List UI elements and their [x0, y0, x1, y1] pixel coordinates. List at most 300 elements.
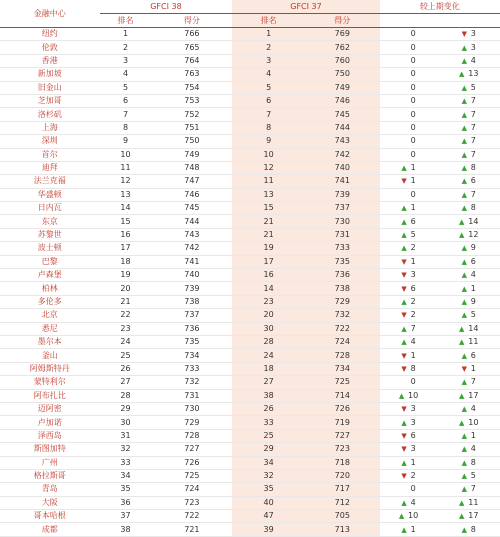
rank-change-cell: [380, 335, 436, 348]
gfci38-rank-cell: 13: [100, 188, 152, 201]
arrow-up-icon: ▲: [461, 458, 467, 467]
gfci38-rank-cell: 21: [100, 295, 152, 308]
city-cell: 卢森堡: [0, 269, 100, 282]
score-change-cell: [436, 41, 500, 54]
gfci37-score-cell: 732: [305, 309, 380, 322]
gfci38-rank-cell: 24: [100, 335, 152, 348]
gfci38-score-cell: 753: [151, 94, 232, 107]
gfci38-score-cell: 749: [151, 148, 232, 161]
gfci38-rank-cell: 27: [100, 376, 152, 389]
arrow-up-icon: ▲: [461, 204, 467, 213]
gfci38-score-cell: 724: [151, 483, 232, 496]
change-value: [400, 175, 416, 187]
change-number: 8: [410, 363, 416, 373]
gfci38-rank-cell: 16: [100, 228, 152, 241]
score-change-cell: [436, 135, 500, 148]
change-value: [400, 82, 416, 94]
gfci37-rank-cell: 12: [232, 161, 305, 174]
arrow-up-icon: ▲: [461, 472, 467, 481]
change-value: [400, 28, 416, 40]
gfci37-score-cell: 724: [305, 335, 380, 348]
arrow-up-icon: ▲: [401, 458, 407, 467]
change-value: [457, 390, 478, 402]
city-cell: 泽西岛: [0, 429, 100, 442]
change-number: 3: [410, 417, 416, 427]
gfci37-score-cell: 720: [305, 469, 380, 482]
change-number: 5: [470, 471, 476, 481]
gfci37-score-cell: 769: [305, 28, 380, 41]
table-row: [0, 376, 500, 389]
gfci38-rank-cell: 14: [100, 202, 152, 215]
gfci37-rank-cell: 1: [232, 28, 305, 41]
change-value: [460, 28, 476, 40]
gfci37-rank-cell: 4: [232, 68, 305, 81]
gfci37-rank-cell: 19: [232, 242, 305, 255]
rank-change-cell: [380, 94, 436, 107]
arrow-down-icon: ▼: [401, 257, 407, 266]
table-row: [0, 335, 500, 348]
change-number: 7: [470, 484, 476, 494]
gfci38-score-cell: 748: [151, 161, 232, 174]
city-cell: 格拉斯哥: [0, 469, 100, 482]
gfci38-rank-cell: 29: [100, 402, 152, 415]
gfci37-score-cell: 738: [305, 282, 380, 295]
change-number: 7: [470, 377, 476, 387]
table-row: [0, 255, 500, 268]
gfci37-rank-cell: 40: [232, 496, 305, 509]
city-cell: 迪拜: [0, 161, 100, 174]
city-cell: 新加坡: [0, 68, 100, 81]
gfci37-score-cell: 737: [305, 202, 380, 215]
score-change-cell: [436, 362, 500, 375]
gfci38-rank-cell: 33: [100, 456, 152, 469]
change-value: [400, 336, 416, 348]
gfci37-rank-cell: 11: [232, 175, 305, 188]
change-value: [460, 55, 476, 67]
gfci38-score-cell: 728: [151, 429, 232, 442]
gfci37-score-cell: 718: [305, 456, 380, 469]
gfci38-score-cell: 722: [151, 510, 232, 523]
change-value: [460, 42, 476, 54]
gfci38-score-cell: 765: [151, 41, 232, 54]
gfci37-rank-cell: 21: [232, 215, 305, 228]
gfci38-score-cell: 729: [151, 416, 232, 429]
change-number: 0: [410, 96, 416, 106]
city-cell: 迈阿密: [0, 402, 100, 415]
rank-change-cell: [380, 161, 436, 174]
arrow-down-icon: ▼: [401, 445, 407, 454]
change-number: 17: [468, 390, 479, 400]
gfci38-score-cell: 745: [151, 202, 232, 215]
score-change-cell: [436, 335, 500, 348]
change-number: 3: [470, 29, 476, 39]
gfci38-rank-cell: 12: [100, 175, 152, 188]
change-value: [400, 376, 416, 388]
arrow-up-icon: ▲: [461, 485, 467, 494]
change-number: 1: [470, 283, 476, 293]
table-row: [0, 322, 500, 335]
change-number: 7: [470, 189, 476, 199]
arrow-up-icon: ▲: [461, 137, 467, 146]
change-value: [400, 42, 416, 54]
city-cell: 阿布扎比: [0, 389, 100, 402]
change-number: 6: [410, 430, 416, 440]
gfci37-score-cell: 743: [305, 135, 380, 148]
gfci38-rank-cell: 8: [100, 121, 152, 134]
arrow-up-icon: ▲: [461, 445, 467, 454]
change-number: 5: [410, 230, 416, 240]
change-number: 4: [470, 270, 476, 280]
header-city: 金融中心: [0, 0, 100, 28]
change-number: 17: [468, 511, 479, 521]
gfci37-score-cell: 762: [305, 41, 380, 54]
change-value: [460, 283, 476, 295]
change-value: [457, 68, 478, 80]
gfci37-rank-cell: 17: [232, 255, 305, 268]
arrow-up-icon: ▲: [459, 231, 465, 240]
gfci37-rank-cell: 8: [232, 121, 305, 134]
change-value: [400, 55, 416, 67]
gfci38-score-cell: 727: [151, 443, 232, 456]
city-cell: 釜山: [0, 349, 100, 362]
gfci38-rank-cell: 30: [100, 416, 152, 429]
change-value: [460, 483, 476, 495]
change-value: [400, 323, 416, 335]
gfci38-rank-cell: 1: [100, 28, 152, 41]
table-row: [0, 228, 500, 241]
gfci37-score-cell: 719: [305, 416, 380, 429]
change-number: 3: [410, 444, 416, 454]
gfci37-rank-cell: 35: [232, 483, 305, 496]
city-cell: 香港: [0, 54, 100, 67]
score-change-cell: [436, 429, 500, 442]
table-row: [0, 523, 500, 536]
change-value: [400, 309, 416, 321]
change-number: 4: [410, 337, 416, 347]
rank-change-cell: [380, 376, 436, 389]
table-row: [0, 215, 500, 228]
gfci37-rank-cell: 33: [232, 416, 305, 429]
change-number: 7: [470, 149, 476, 159]
change-value: [397, 510, 418, 522]
gfci37-score-cell: 731: [305, 228, 380, 241]
change-value: [400, 95, 416, 107]
change-value: [460, 376, 476, 388]
score-change-cell: [436, 456, 500, 469]
change-number: 3: [470, 42, 476, 52]
change-number: 3: [410, 270, 416, 280]
table-row: [0, 54, 500, 67]
gfci38-score-cell: 740: [151, 269, 232, 282]
score-change-cell: [436, 349, 500, 362]
arrow-down-icon: ▼: [401, 311, 407, 320]
change-number: 7: [470, 136, 476, 146]
gfci37-score-cell: 750: [305, 68, 380, 81]
score-change-cell: [436, 269, 500, 282]
gfci37-rank-cell: 21: [232, 228, 305, 241]
gfci37-score-cell: 729: [305, 295, 380, 308]
change-value: [400, 149, 416, 161]
change-number: 7: [470, 109, 476, 119]
arrow-up-icon: ▲: [461, 83, 467, 92]
arrow-up-icon: ▲: [459, 70, 465, 79]
gfci38-score-cell: 747: [151, 175, 232, 188]
arrow-up-icon: ▲: [459, 338, 465, 347]
change-number: 10: [408, 511, 419, 521]
rank-change-cell: [380, 416, 436, 429]
change-value: [460, 403, 476, 415]
change-value: [460, 149, 476, 161]
gfci37-score-cell: 730: [305, 215, 380, 228]
gfci37-rank-cell: 32: [232, 469, 305, 482]
score-change-cell: [436, 282, 500, 295]
gfci38-score-cell: 721: [151, 523, 232, 536]
arrow-up-icon: ▲: [401, 231, 407, 240]
change-number: 6: [470, 256, 476, 266]
change-value: [400, 417, 416, 429]
change-value: [400, 497, 416, 509]
change-value: [400, 242, 416, 254]
score-change-cell: [436, 228, 500, 241]
arrow-up-icon: ▲: [401, 418, 407, 427]
city-cell: 华盛顿: [0, 188, 100, 201]
gfci37-rank-cell: 5: [232, 81, 305, 94]
change-number: 11: [468, 337, 479, 347]
arrow-up-icon: ▲: [401, 298, 407, 306]
change-value: [460, 162, 476, 174]
rank-change-cell: [380, 309, 436, 322]
change-value: [460, 269, 476, 281]
change-value: [400, 68, 416, 80]
rank-change-cell: [380, 269, 436, 282]
arrow-down-icon: ▼: [401, 351, 407, 360]
change-number: 9: [470, 297, 476, 306]
score-change-cell: [436, 483, 500, 496]
gfci38-score-cell: 738: [151, 295, 232, 308]
score-change-cell: [436, 28, 500, 41]
table-row: [0, 68, 500, 81]
rank-change-cell: [380, 510, 436, 523]
score-change-cell: [436, 68, 500, 81]
header-change: 较上期变化: [380, 0, 500, 14]
arrow-down-icon: ▼: [461, 30, 467, 39]
table-row: [0, 282, 500, 295]
rank-change-cell: [380, 443, 436, 456]
city-cell: 苏黎世: [0, 228, 100, 241]
change-number: 0: [410, 42, 416, 52]
change-value: [400, 403, 416, 415]
arrow-down-icon: ▼: [401, 177, 407, 186]
table-row: [0, 148, 500, 161]
change-value: [460, 256, 476, 268]
rank-change-cell: [380, 456, 436, 469]
gfci37-rank-cell: 13: [232, 188, 305, 201]
gfci38-rank-cell: 2: [100, 41, 152, 54]
change-number: 6: [410, 216, 416, 226]
change-value: [460, 242, 476, 254]
score-change-cell: [436, 322, 500, 335]
gfci38-score-cell: 741: [151, 255, 232, 268]
gfci37-score-cell: 735: [305, 255, 380, 268]
table-row: [0, 389, 500, 402]
gfci37-score-cell: 745: [305, 108, 380, 121]
score-change-cell: [436, 443, 500, 456]
city-cell: 洛杉矶: [0, 108, 100, 121]
change-value: [400, 269, 416, 281]
change-number: 4: [470, 55, 476, 65]
change-value: [457, 497, 478, 509]
change-number: 1: [410, 256, 416, 266]
change-number: 12: [468, 230, 479, 240]
arrow-up-icon: ▲: [459, 217, 465, 226]
city-cell: 芝加哥: [0, 94, 100, 107]
rank-change-cell: [380, 188, 436, 201]
rank-change-cell: [380, 121, 436, 134]
gfci38-rank-cell: 31: [100, 429, 152, 442]
score-change-cell: [436, 242, 500, 255]
arrow-up-icon: ▲: [401, 324, 407, 333]
gfci38-rank-cell: 19: [100, 269, 152, 282]
change-value: [460, 202, 476, 214]
change-value: [400, 229, 416, 241]
gfci37-score-cell: 742: [305, 148, 380, 161]
arrow-down-icon: ▼: [461, 364, 467, 373]
score-change-cell: [436, 121, 500, 134]
arrow-down-icon: ▼: [401, 284, 407, 293]
change-number: 6: [470, 176, 476, 186]
header-gfci38-rank: 排名: [100, 14, 152, 28]
change-number: 10: [408, 390, 419, 400]
gfci37-score-cell: 741: [305, 175, 380, 188]
rank-change-cell: [380, 483, 436, 496]
city-cell: 哥本哈根: [0, 510, 100, 523]
change-value: [400, 256, 416, 268]
change-number: 1: [410, 457, 416, 467]
arrow-up-icon: ▲: [401, 164, 407, 173]
change-value: [400, 162, 416, 174]
change-value: [460, 135, 476, 147]
gfci38-rank-cell: 25: [100, 349, 152, 362]
city-cell: 柏林: [0, 282, 100, 295]
change-value: [400, 457, 416, 469]
city-cell: 卢加诺: [0, 416, 100, 429]
arrow-up-icon: ▲: [461, 43, 467, 52]
change-value: [460, 443, 476, 455]
rank-change-cell: [380, 429, 436, 442]
rank-change-cell: [380, 496, 436, 509]
arrow-up-icon: ▲: [461, 97, 467, 106]
gfci37-rank-cell: 14: [232, 282, 305, 295]
gfci37-score-cell: 727: [305, 429, 380, 442]
change-value: [460, 109, 476, 121]
score-change-cell: [436, 389, 500, 402]
header-gfci37-score: 得分: [305, 14, 380, 28]
city-cell: 日内瓦: [0, 202, 100, 215]
change-value: [460, 430, 476, 442]
table-row: [0, 108, 500, 121]
city-cell: 首尔: [0, 148, 100, 161]
gfci37-score-cell: 725: [305, 376, 380, 389]
change-number: 1: [470, 430, 476, 440]
city-cell: 巴黎: [0, 255, 100, 268]
arrow-up-icon: ▲: [398, 391, 405, 400]
change-value: [400, 524, 416, 536]
arrow-down-icon: ▼: [401, 271, 407, 280]
gfci38-score-cell: 754: [151, 81, 232, 94]
change-value: [460, 296, 476, 308]
gfci38-rank-cell: 32: [100, 443, 152, 456]
gfci38-rank-cell: 34: [100, 469, 152, 482]
arrow-up-icon: ▲: [398, 512, 405, 521]
rank-change-cell: [380, 148, 436, 161]
table-row: [0, 510, 500, 523]
table-row: [0, 202, 500, 215]
gfci38-score-cell: 736: [151, 322, 232, 335]
gfci38-score-cell: 763: [151, 68, 232, 81]
arrow-down-icon: ▼: [401, 431, 407, 440]
gfci37-rank-cell: 20: [232, 309, 305, 322]
change-value: [400, 202, 416, 214]
gfci37-rank-cell: 30: [232, 322, 305, 335]
gfci38-score-cell: 725: [151, 469, 232, 482]
arrow-up-icon: ▲: [461, 351, 467, 360]
gfci38-score-cell: 743: [151, 228, 232, 241]
gfci37-rank-cell: 26: [232, 402, 305, 415]
table-row: [0, 402, 500, 415]
arrow-up-icon: ▲: [461, 110, 467, 119]
rank-change-cell: [380, 135, 436, 148]
arrow-up-icon: ▲: [461, 431, 467, 440]
gfci37-rank-cell: 3: [232, 54, 305, 67]
change-value: [400, 363, 416, 375]
change-number: 10: [468, 417, 479, 427]
change-value: [400, 109, 416, 121]
gfci38-rank-cell: 9: [100, 135, 152, 148]
gfci37-score-cell: 728: [305, 349, 380, 362]
arrow-up-icon: ▲: [461, 378, 467, 387]
change-number: 0: [410, 109, 416, 119]
change-value: [460, 457, 476, 469]
table-row: [0, 349, 500, 362]
change-number: 3: [410, 404, 416, 414]
gfci38-rank-cell: 28: [100, 389, 152, 402]
arrow-up-icon: ▲: [461, 164, 467, 173]
table-row: [0, 121, 500, 134]
arrow-up-icon: ▲: [461, 177, 467, 186]
rank-change-cell: [380, 68, 436, 81]
change-value: [460, 122, 476, 134]
change-number: 13: [468, 69, 479, 79]
gfci38-score-cell: 750: [151, 135, 232, 148]
table-row: [0, 28, 500, 41]
gfci37-score-cell: 723: [305, 443, 380, 456]
score-change-cell: [436, 94, 500, 107]
gfci38-rank-cell: 37: [100, 510, 152, 523]
table-row: [0, 135, 500, 148]
gfci38-rank-cell: 11: [100, 161, 152, 174]
change-number: 0: [410, 149, 416, 159]
gfci38-score-cell: 764: [151, 54, 232, 67]
change-value: [460, 363, 476, 375]
arrow-down-icon: ▼: [401, 405, 407, 414]
arrow-up-icon: ▲: [459, 498, 465, 507]
score-change-cell: [436, 496, 500, 509]
change-value: [400, 189, 416, 201]
rank-change-cell: [380, 228, 436, 241]
change-value: [457, 216, 478, 228]
change-number: 7: [470, 96, 476, 106]
gfci38-score-cell: 726: [151, 456, 232, 469]
